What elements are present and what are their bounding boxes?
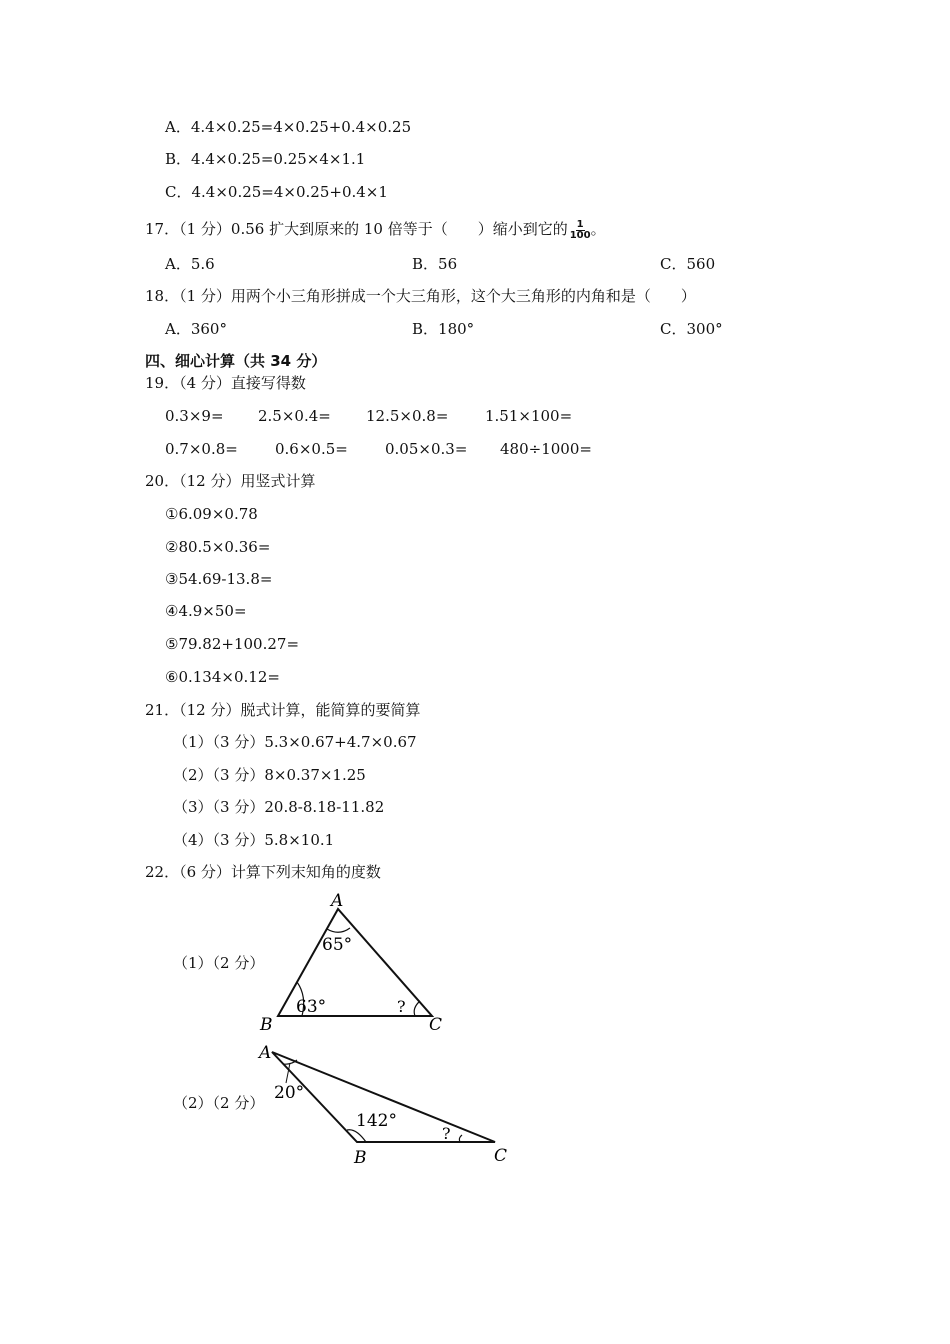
q17-option-c: C．560 xyxy=(660,255,716,273)
triangle-1-figure xyxy=(250,888,460,1038)
q19-r1-c2: 2.5×0.4= xyxy=(258,407,331,425)
fraction-one-hundredth xyxy=(570,220,591,241)
q21-item-1: （1）（3 分）5.3×0.67+4.7×0.67 xyxy=(173,733,417,751)
triangle-1-vertex-b: B xyxy=(260,1015,273,1035)
q19-r2-c1: 0.7×0.8= xyxy=(165,440,238,458)
q19-r1-c1: 0.3×9= xyxy=(165,407,224,425)
q17-option-b: B．56 xyxy=(412,255,458,273)
q21-item-3: （3）（3 分）20.8-8.18-11.82 xyxy=(173,798,385,816)
q20-item-2: ②80.5×0.36= xyxy=(165,538,271,556)
triangle-2-unknown: ? xyxy=(442,1124,451,1143)
q17-option-a: A．5.6 xyxy=(165,255,215,273)
q19-r2-c4: 480÷1000= xyxy=(500,440,592,458)
q21-item-4: （4）（3 分）5.8×10.1 xyxy=(173,831,335,849)
triangle-1-angle-a: 65° xyxy=(322,935,353,955)
q20-item-5: ⑤79.82+100.27= xyxy=(165,635,300,653)
q20-item-6: ⑥0.134×0.12= xyxy=(165,668,280,686)
q21-stem: 21．（12 分）脱式计算，能简算的要简算 xyxy=(145,701,421,719)
triangle-1-unknown: ? xyxy=(397,997,406,1016)
triangle-1-vertex-a: A xyxy=(331,891,344,911)
triangle-2-angle-b: 142° xyxy=(356,1111,397,1131)
q16-option-a: A．4.4×0.25=4×0.25+0.4×0.25 xyxy=(165,118,412,136)
q17-stem-end: 。 xyxy=(590,220,606,238)
triangle-2-angle-a-pointer xyxy=(286,1063,290,1083)
q22-stem: 22．（6 分）计算下列末知角的度数 xyxy=(145,863,381,881)
triangle-1-vertex-c: C xyxy=(429,1015,443,1035)
q22-part2-label: （2）（2 分） xyxy=(173,1094,265,1112)
q20-item-1: ①6.09×0.78 xyxy=(165,505,258,523)
q19-r1-c4: 1.51×100= xyxy=(485,407,573,425)
q16-option-c: C．4.4×0.25=4×0.25+0.4×1 xyxy=(165,183,388,201)
fraction-denominator: 100 xyxy=(569,229,591,241)
triangle-1-angle-c-arc xyxy=(414,1001,420,1016)
q18-option-b: B．180° xyxy=(412,320,475,338)
triangle-2-angle-c-arc xyxy=(459,1135,462,1142)
q22-part1-label: （1）（2 分） xyxy=(173,954,265,972)
q18-option-c: C．300° xyxy=(660,320,723,338)
q18-stem: 18．（1 分）用两个小三角形拼成一个大三角形，这个大三角形的内角和是（ ） xyxy=(145,287,696,305)
q19-r1-c3: 12.5×0.8= xyxy=(366,407,449,425)
triangle-1-angle-b: 63° xyxy=(296,997,327,1017)
triangle-2-vertex-a: A xyxy=(259,1043,272,1063)
q19-stem: 19．（4 分）直接写得数 xyxy=(145,374,306,392)
q16-option-b: B．4.4×0.25=0.25×4×1.1 xyxy=(165,150,366,168)
q18-option-a: A．360° xyxy=(165,320,227,338)
triangle-2-vertex-b: B xyxy=(354,1148,367,1168)
q17-stem xyxy=(145,219,606,241)
triangle-1-angle-a-arc xyxy=(327,928,350,932)
triangle-2-angle-a: 20° xyxy=(274,1083,305,1103)
q20-item-4: ④4.9×50= xyxy=(165,602,247,620)
fraction-numerator: 1 xyxy=(576,218,584,230)
q20-item-3: ③54.69-13.8= xyxy=(165,570,273,588)
triangle-2-vertex-c: C xyxy=(494,1146,508,1166)
triangle-2-figure xyxy=(250,1036,520,1171)
q19-r2-c2: 0.6×0.5= xyxy=(275,440,348,458)
q19-r2-c3: 0.05×0.3= xyxy=(385,440,468,458)
q21-item-2: （2）（3 分）8×0.37×1.25 xyxy=(173,766,366,784)
q17-stem-text: 17．（1 分）0.56 扩大到原来的 10 倍等于（ ）缩小到它的 xyxy=(145,220,568,238)
section-heading: 四、细心计算（共 34 分） xyxy=(145,352,327,370)
q20-stem: 20．（12 分）用竖式计算 xyxy=(145,472,316,490)
